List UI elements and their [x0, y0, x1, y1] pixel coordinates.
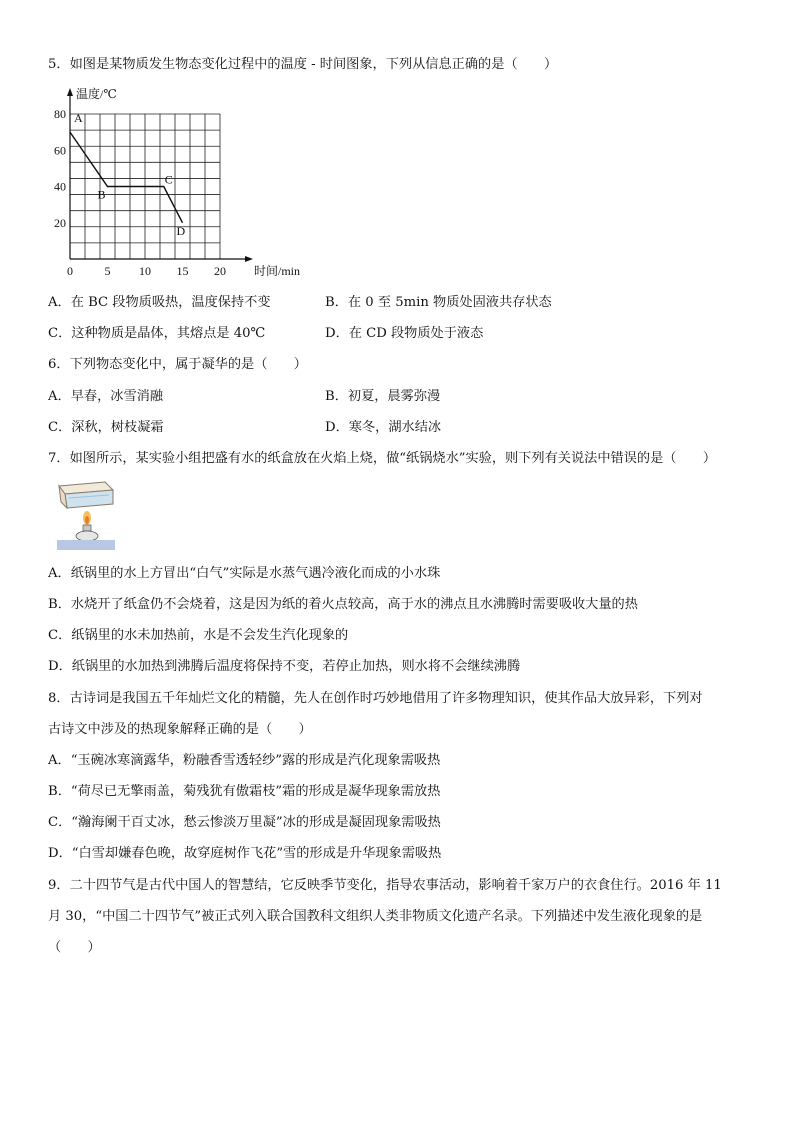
- question-8-stem-line-1: 8．古诗词是我国五千年灿烂文化的精髓，先人在创作时巧妙地借用了许多物理知识，使其作品大放异彩，下列对: [48, 691, 703, 706]
- point-label-a: A: [74, 111, 83, 126]
- x-tick-label: 10: [139, 264, 151, 278]
- q6-option-a[interactable]: A．早春，冰雪消融: [48, 389, 164, 404]
- question-8-stem-line-2: 古诗文中涉及的热现象解释正确的是（ ）: [48, 722, 312, 737]
- point-label-d: D: [176, 223, 186, 238]
- q6-option-d[interactable]: D．寒冬，湖水结冰: [325, 420, 442, 435]
- y-tick-label: 20: [54, 215, 66, 230]
- question-9-stem-line-2: 月 30，“中国二十四节气”被正式列入联合国教科文组织人类非物质文化遗产名录。下列描述中发生液化现象的是: [48, 909, 703, 924]
- y-tick-label: 80: [54, 107, 66, 121]
- y-axis-arrow: [67, 88, 73, 96]
- q8-option-a[interactable]: A．“玉碗冰寒滴露华，粉融香雪透轻纱”露的形成是汽化现象需吸热: [48, 753, 441, 768]
- point-label-b: B: [97, 187, 106, 202]
- point-label-c: C: [164, 172, 173, 187]
- x-tick-label: 15: [176, 264, 189, 278]
- temperature-time-chart: [44, 84, 304, 284]
- q5-option-c[interactable]: C．这种物质是晶体，其熔点是 40℃: [48, 326, 266, 341]
- x-axis-arrow: [245, 256, 253, 262]
- q8-option-d[interactable]: D．“白雪却嫌春色晚，故穿庭树作飞花”雪的形成是升华现象需吸热: [48, 846, 442, 861]
- x-tick-label: 0: [67, 264, 73, 278]
- paper-pot-illustration: [55, 478, 117, 552]
- q5-option-d[interactable]: D．在 CD 段物质处于液态: [325, 326, 484, 341]
- q5-option-b[interactable]: B．在 0 至 5min 物质处固液共存状态: [325, 295, 552, 310]
- chart-ticks: [54, 107, 226, 278]
- q7-option-b[interactable]: B．水烧开了纸盒仍不会烧着，这是因为纸的着火点较高，高于水的沸点且水沸腾时需要吸收大量的热: [48, 597, 638, 612]
- question-9-stem-line-1: 9．二十四节气是古代中国人的智慧结，它反映季节变化，指导农事活动，影响着千家万户的衣食住行。2016 年 11: [48, 878, 722, 893]
- y-tick-label: 60: [54, 143, 66, 158]
- q8-option-c[interactable]: C．“瀚海阑干百丈冰，愁云惨淡万里凝”冰的形成是凝固现象需吸热: [48, 815, 441, 830]
- x-tick-label: 5: [104, 264, 111, 278]
- x-tick-label: 20: [214, 264, 226, 278]
- q6-option-c[interactable]: C．深秋，树枝凝霜: [48, 420, 164, 435]
- question-5-stem: 5．如图是某物质发生物态变化过程中的温度 - 时间图象，下列从信息正确的是（ ）: [48, 57, 558, 72]
- y-tick-label: 40: [54, 179, 66, 194]
- q7-option-c[interactable]: C．纸锅里的水未加热前，水是不会发生汽化现象的: [48, 628, 349, 643]
- q5-option-a[interactable]: A．在 BC 段物质吸热，温度保持不变: [48, 295, 271, 310]
- x-axis-label: 时间/min: [254, 264, 301, 278]
- q7-option-d[interactable]: D．纸锅里的水加热到沸腾后温度将保持不变，若停止加热，则水将不会继续沸腾: [48, 659, 521, 674]
- y-axis-label: 温度/℃: [76, 87, 117, 101]
- question-7-stem: 7．如图所示，某实验小组把盛有水的纸盒放在火焰上烧，做“纸锅烧水”实验，则下列有关说法中错误的是（ ）: [48, 451, 717, 466]
- question-6-stem: 6．下列物态变化中，属于凝华的是（ ）: [48, 357, 307, 372]
- q7-option-a[interactable]: A．纸锅里的水上方冒出“白气”实际是水蒸气遇冷液化而成的小水珠: [48, 566, 441, 581]
- q6-option-b[interactable]: B．初夏，晨雾弥漫: [325, 389, 441, 404]
- question-9-stem-line-3: （ ）: [48, 940, 101, 955]
- q8-option-b[interactable]: B．“荷尽已无擎雨盖，菊残犹有傲霜枝”霜的形成是凝华现象需放热: [48, 784, 441, 799]
